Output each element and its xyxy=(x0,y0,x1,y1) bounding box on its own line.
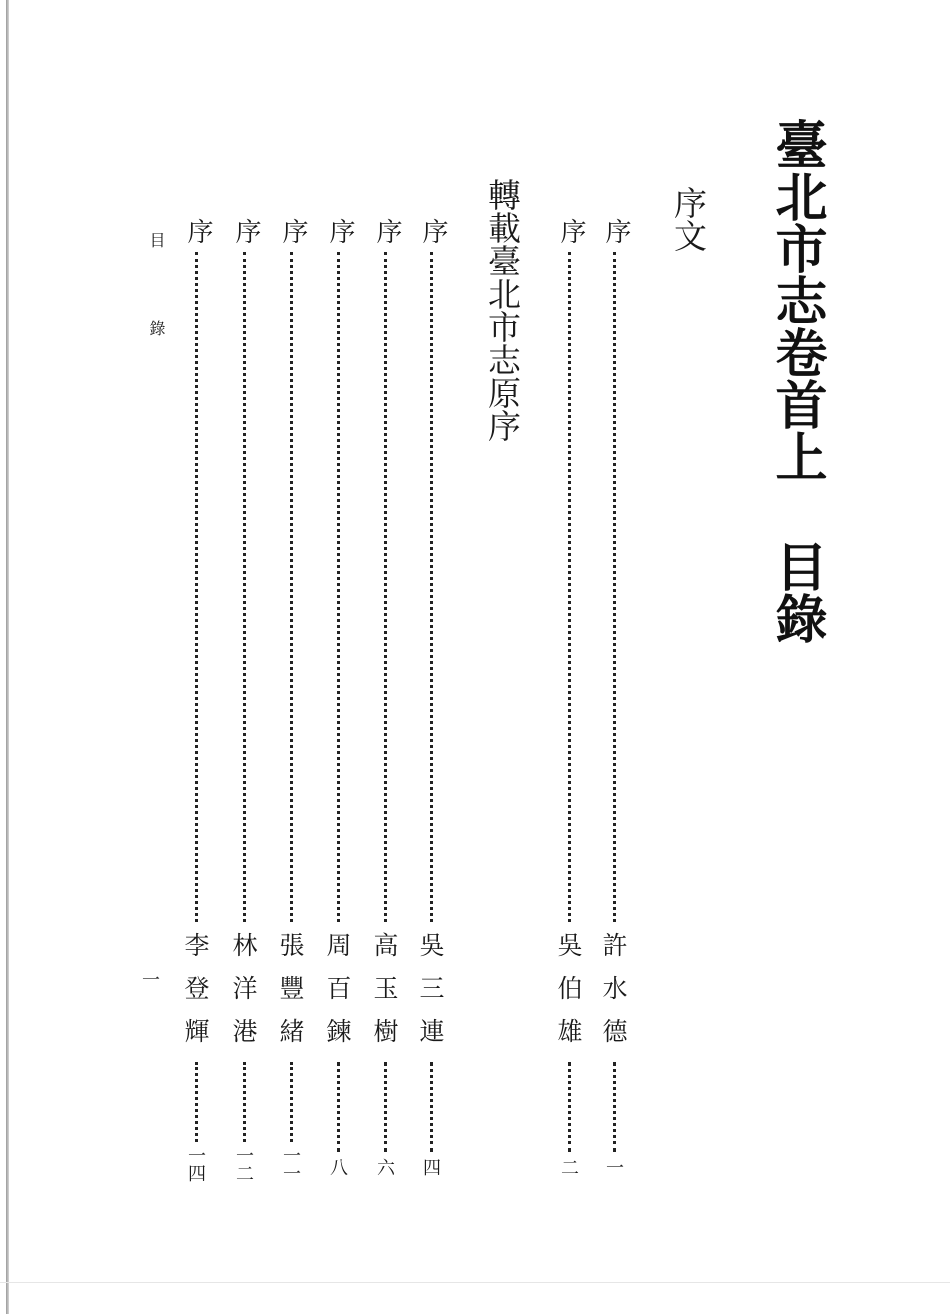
leader-dots xyxy=(290,252,293,922)
entry-label: 序 xyxy=(325,218,355,244)
leader-dots xyxy=(613,252,616,922)
leader-dots xyxy=(568,252,571,922)
entry-author: 周百鍊 xyxy=(323,932,352,1061)
leader-dots xyxy=(568,1062,571,1152)
entry-page-number: 一一 xyxy=(280,1146,301,1182)
entry-author: 吳伯雄 xyxy=(554,932,583,1061)
leader-dots xyxy=(195,252,198,922)
entry-page-number: 四 xyxy=(420,1158,441,1176)
leader-dots xyxy=(384,252,387,922)
entry-page-number: 六 xyxy=(374,1158,395,1176)
leader-dots xyxy=(430,252,433,922)
folio-page-number: 一 xyxy=(139,970,160,988)
running-head: 目錄 xyxy=(147,232,166,408)
entry-label: 序 xyxy=(372,218,402,244)
leader-dots xyxy=(243,1062,246,1142)
section-heading-preface: 序文 xyxy=(669,186,708,252)
entry-label: 序 xyxy=(556,218,586,244)
entry-author: 高玉樹 xyxy=(370,932,399,1061)
page-edge xyxy=(6,0,9,1314)
leader-dots xyxy=(430,1062,433,1152)
entry-label: 序 xyxy=(418,218,448,244)
entry-author: 林洋港 xyxy=(229,932,258,1061)
entry-author: 吳三連 xyxy=(416,932,445,1061)
leader-dots xyxy=(384,1062,387,1152)
entry-label: 序 xyxy=(278,218,308,244)
entry-author: 張豐緒 xyxy=(276,932,305,1061)
leader-dots xyxy=(290,1062,293,1142)
entry-label: 序 xyxy=(183,218,213,244)
leader-dots xyxy=(613,1062,616,1152)
entry-page-number: 一二 xyxy=(233,1146,254,1182)
entry-page-number: 二 xyxy=(558,1158,579,1176)
leader-dots xyxy=(243,252,246,922)
document-title: 臺北市志卷首上 xyxy=(766,118,827,482)
entry-label: 序 xyxy=(601,218,631,244)
section-heading-reprint: 轉載臺北市志原序 xyxy=(483,178,522,442)
leader-dots xyxy=(195,1062,198,1142)
entry-label: 序 xyxy=(231,218,261,244)
document-subtitle: 目錄 xyxy=(766,540,827,644)
leader-dots xyxy=(337,1062,340,1152)
scan-line xyxy=(0,1282,950,1283)
entry-author: 李登輝 xyxy=(181,932,210,1061)
entry-author: 許水德 xyxy=(599,932,628,1061)
entry-page-number: 一四 xyxy=(185,1146,206,1182)
entry-page-number: 八 xyxy=(327,1158,348,1176)
leader-dots xyxy=(337,252,340,922)
entry-page-number: 一 xyxy=(603,1158,624,1176)
